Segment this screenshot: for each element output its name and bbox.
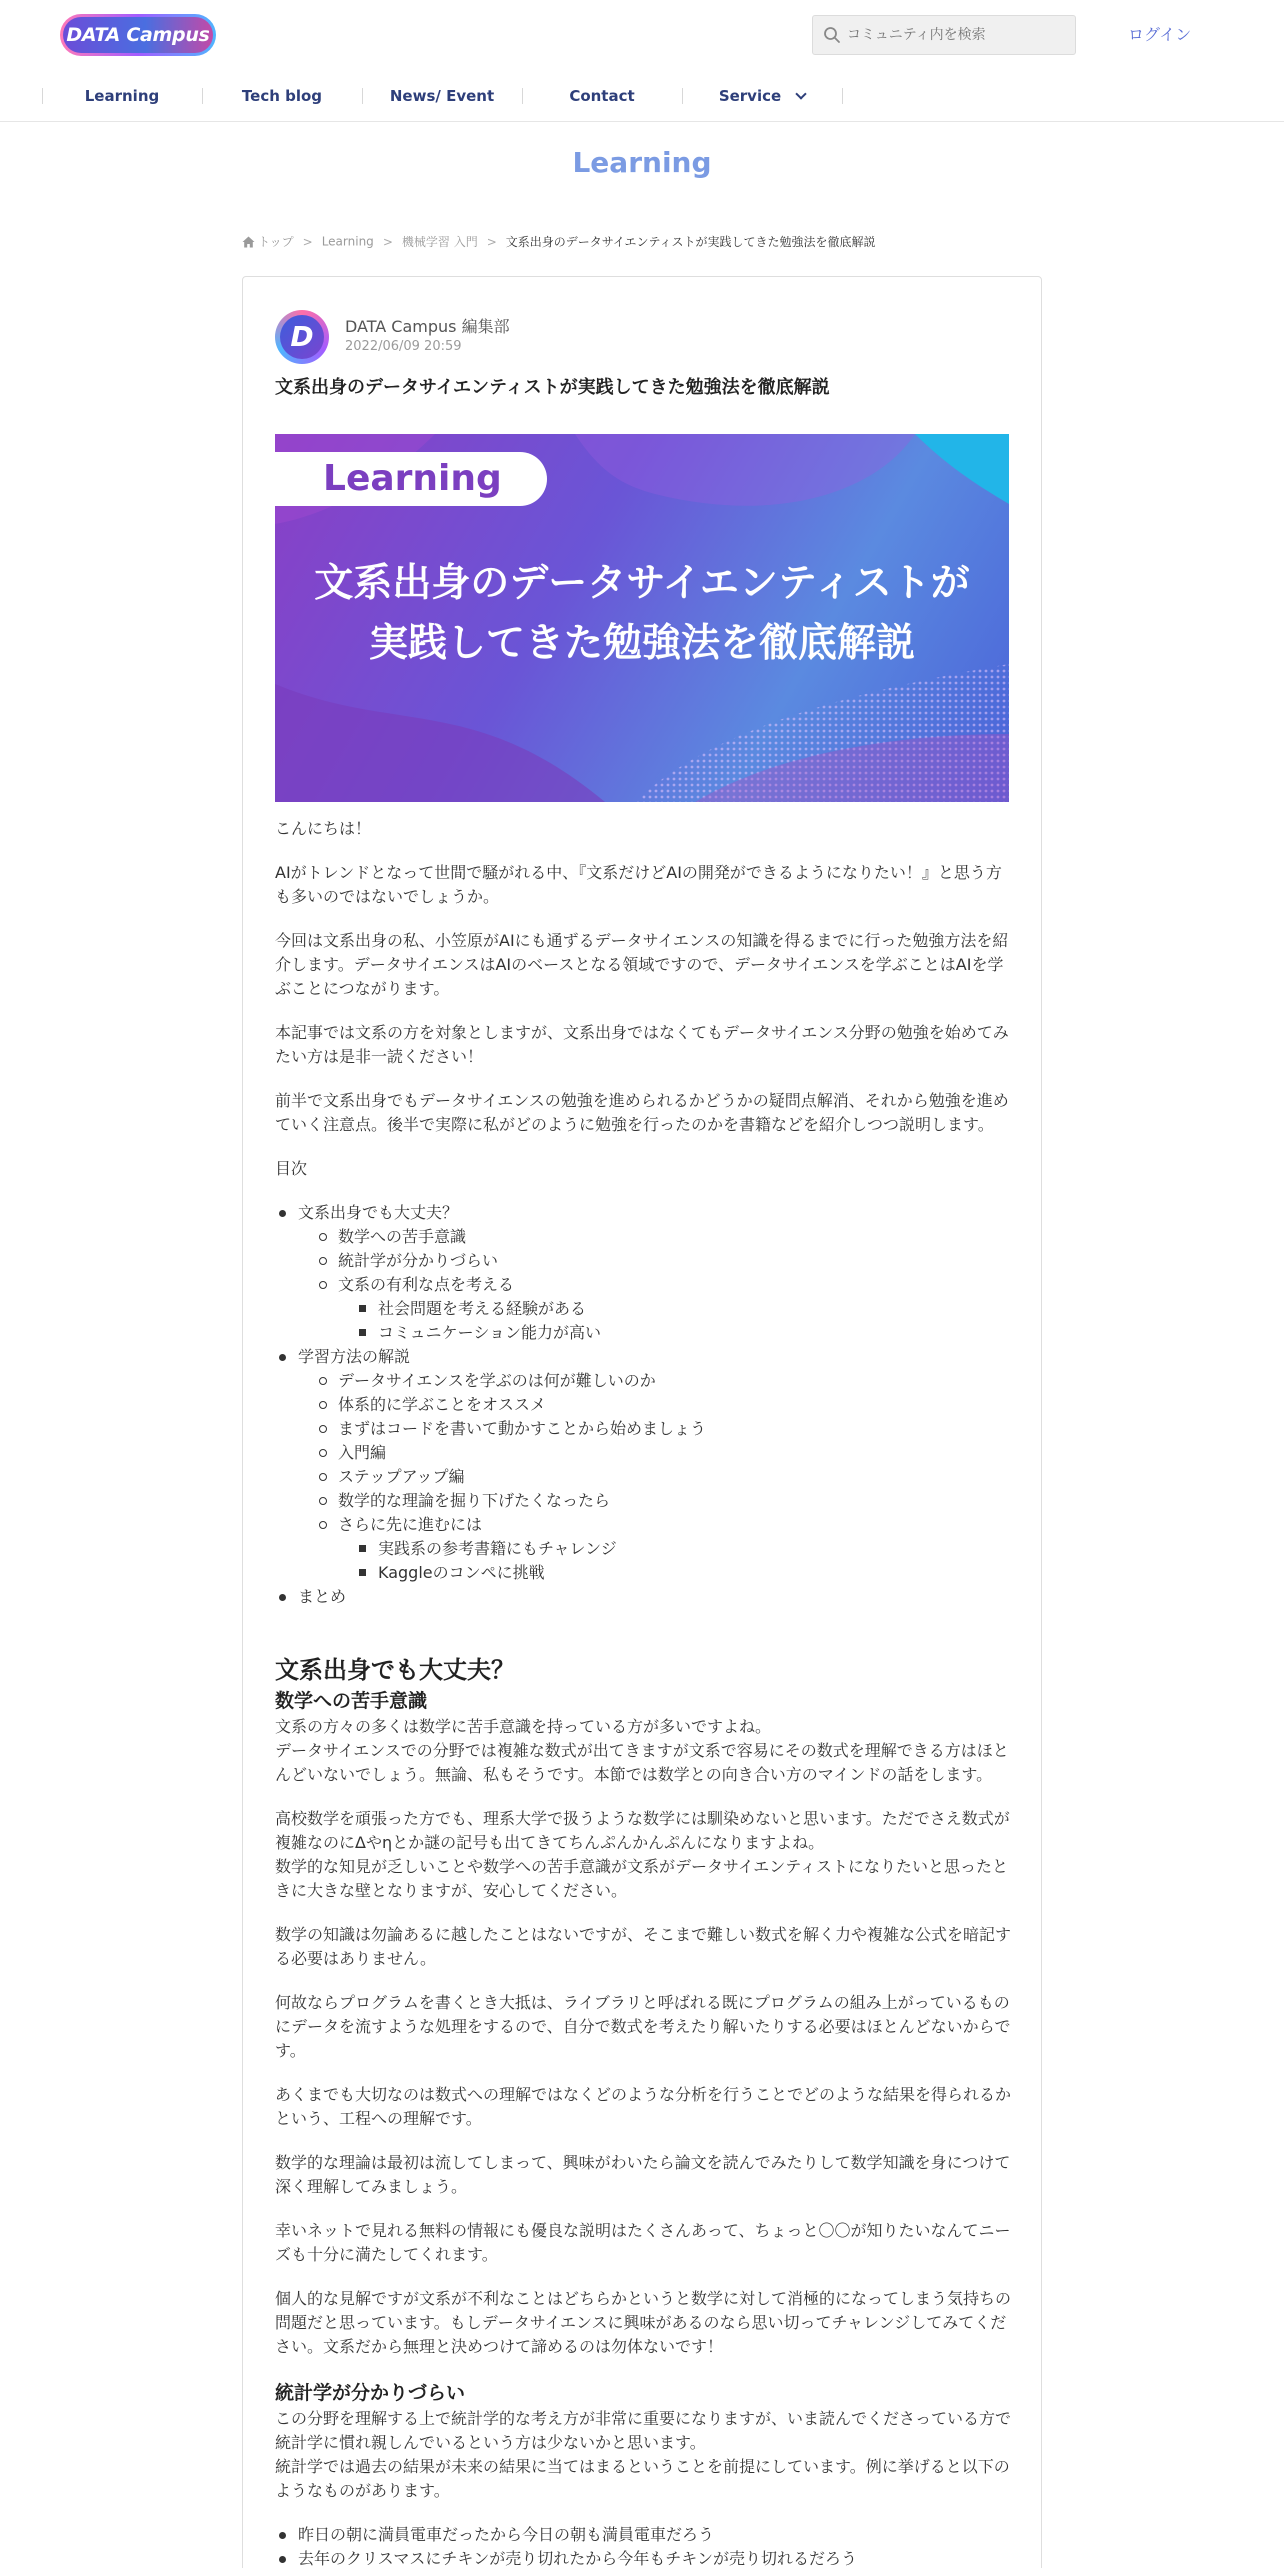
toc-item-label: Kaggleのコンペに挑戦 bbox=[378, 1563, 545, 1582]
breadcrumb-learning[interactable]: Learning bbox=[321, 234, 374, 249]
nav-item-service[interactable] bbox=[682, 74, 842, 118]
post-date: 2022/06/09 20:59 bbox=[345, 339, 462, 354]
breadcrumb-category[interactable]: 機械学習 入門 bbox=[401, 235, 478, 249]
hero-image bbox=[275, 434, 1009, 802]
paragraph: こんにちは！ bbox=[275, 819, 372, 838]
list-item: 去年のクリスマスにチキンが売り切れたから今年もチキンが売り切れるだろう bbox=[275, 2547, 1011, 2568]
toc-item-label: 文系出身でも大丈夫？ bbox=[298, 1203, 459, 1222]
site-logo[interactable] bbox=[60, 14, 216, 56]
search-input[interactable] bbox=[847, 16, 1071, 54]
toc-item-label: 文系の有利な点を考える bbox=[338, 1275, 515, 1294]
paragraph: 前半で文系出身でもデータサイエンスの勉強を進められるかどうかの疑問点解消、それから勉強を進めていく注意点。後半で実際に私がどのように勉強を行ったのかを書籍などを紹介しつつ説明します。 bbox=[275, 1091, 1009, 1134]
article-card bbox=[242, 276, 1042, 2568]
toc-item-label: 社会問題を考える経験がある bbox=[378, 1299, 587, 1318]
toc-item[interactable] bbox=[275, 1585, 1011, 1609]
toc-item[interactable] bbox=[275, 1201, 1011, 1345]
breadcrumb-separator-icon: > bbox=[486, 234, 497, 249]
toc-item[interactable] bbox=[315, 1489, 1011, 1513]
toc-item[interactable] bbox=[315, 1225, 1011, 1249]
login-link[interactable]: ログイン bbox=[1128, 25, 1192, 44]
toc-item-label: 学習方法の解説 bbox=[298, 1347, 411, 1366]
nav-item-label: Tech blog bbox=[241, 87, 323, 105]
toc-item[interactable] bbox=[315, 1513, 1011, 1585]
toc-item[interactable] bbox=[355, 1537, 1011, 1561]
breadcrumb-separator-icon: > bbox=[382, 234, 393, 249]
nav-item-contact[interactable] bbox=[522, 74, 682, 118]
article-body bbox=[275, 817, 1011, 2568]
author-name[interactable]: DATA Campus 編集部 bbox=[345, 317, 510, 336]
search-box[interactable] bbox=[812, 15, 1076, 55]
toc-item[interactable] bbox=[315, 1369, 1011, 1393]
toc-item[interactable] bbox=[315, 1393, 1011, 1417]
paragraph: 今回は文系出身の私、小笠原がAIにも通ずるデータサイエンスの知識を得るまでに行った勉強方法を紹介します。データサイエンスはAIのベースとなる領域ですので、データサイエンスを学ぶことはAIを学ぶことにつながります。 bbox=[275, 931, 1009, 998]
chevron-down-icon bbox=[796, 88, 807, 99]
paragraph: 高校数学を頑張った方でも、理系大学で扱うような数学には馴染めないと思います。ただでさえ数式が複雑なのにΔやηとか謎の記号も出てきてちんぷんかんぷんになりますよね。 数学的な知見が乏しいことや数学への苦手意識が文系がデータサイエンティストになりたいと思ったときに大きな壁となりますが、安心してください。 bbox=[275, 1809, 1010, 1900]
home-icon bbox=[242, 236, 255, 248]
table-of-contents bbox=[275, 1201, 1011, 1609]
toc-item-label: 体系的に学ぶことをオススメ bbox=[338, 1395, 546, 1414]
paragraph: 本記事では文系の方を対象としますが、文系出身ではなくてもデータサイエンス分野の勉強を始めてみたい方は是非一読ください！ bbox=[275, 1023, 1009, 1066]
breadcrumb bbox=[242, 233, 876, 250]
article-title: 文系出身のデータサイエンティストが実践してきた勉強法を徹底解説 bbox=[275, 377, 830, 398]
toc-item[interactable] bbox=[355, 1561, 1011, 1585]
toc-item-label: まずはコードを書いて動かすことから始めましょう bbox=[338, 1419, 707, 1438]
paragraph: 文系の方々の多くは数学に苦手意識を持っている方が多いですよね。 データサイエンスでの分野では複雑な数式が出てきますが文系で容易にその数式を理解できる方はほとんどいないでしょう。無論、私もそうです。本節では数学との向き合い方のマインドの話をします。 bbox=[275, 1717, 1009, 1784]
hero-title-line: 文系出身のデータサイエンティストが bbox=[314, 561, 970, 606]
toc-item-label: さらに先に進むには bbox=[338, 1515, 483, 1534]
paragraph: あくまでも大切なのは数式への理解ではなくどのような分析を行うことでどのような結果を得られるかという、工程への理解です。 bbox=[275, 2085, 1012, 2128]
toc-item[interactable] bbox=[355, 1321, 1011, 1345]
logo-text: DATA Campus bbox=[63, 17, 213, 53]
toc-item[interactable] bbox=[315, 1273, 1011, 1345]
nav-item-label: Service bbox=[718, 87, 782, 105]
toc-item-label: ステップアップ編 bbox=[338, 1467, 465, 1486]
paragraph: 数学の知識は勿論あるに越したことはないですが、そこまで難しい数式を解く力や複雑な公式を暗記する必要はありません。 bbox=[275, 1925, 1012, 1968]
toc-item[interactable] bbox=[315, 1249, 1011, 1273]
hero-tag: Learning bbox=[275, 452, 547, 506]
toc-item[interactable] bbox=[315, 1441, 1011, 1465]
nav-item-label: News/ Event bbox=[389, 87, 495, 105]
paragraph: 幸いネットで見れる無料の情報にも優良な説明はたくさんあって、ちょっと〇〇が知りたいなんてニーズも十分に満たしてくれます。 bbox=[275, 2221, 1011, 2264]
breadcrumb-current: 文系出身のデータサイエンティストが実践してきた勉強法を徹底解説 bbox=[505, 235, 876, 249]
main-nav bbox=[0, 74, 1284, 122]
hero-title-line: 実践してきた勉強法を徹底解説 bbox=[368, 621, 915, 666]
paragraph: この分野を理解する上で統計学的な考え方が非常に重要になりますが、いま読んでくださっている方で統計学に慣れ親しんでいるという方は少ないかと思います。 統計学では過去の結果が未来の結果に当てはまるということを前提にしています。例に挙げると以下のようなものがあります。 bbox=[275, 2409, 1012, 2500]
toc-item[interactable] bbox=[315, 1465, 1011, 1489]
paragraph: AIがトレンドとなって世間で騒がれる中、『文系だけどAIの開発ができるようになりたい！』と思う方も多いのではないでしょうか。 bbox=[275, 863, 1002, 906]
search-icon bbox=[823, 26, 841, 44]
paragraph: 数学的な理論は最初は流してしまって、興味がわいたら論文を読んでみたりして数学知識を身につけて深く理解してみましょう。 bbox=[275, 2153, 1011, 2196]
toc-item-label: データサイエンスを学ぶのは何が難しいのか bbox=[338, 1371, 656, 1390]
nav-item-learning[interactable] bbox=[42, 74, 202, 118]
section-heading: 文系出身でも大丈夫？ bbox=[275, 1656, 515, 1684]
subsection-heading: 数学への苦手意識 bbox=[275, 1690, 428, 1712]
page-title: Learning bbox=[572, 146, 712, 179]
toc-item[interactable] bbox=[275, 1345, 1011, 1585]
example-list bbox=[275, 2523, 1011, 2568]
toc-item[interactable] bbox=[355, 1297, 1011, 1321]
breadcrumb-separator-icon: > bbox=[302, 234, 313, 249]
avatar-initial: D bbox=[280, 315, 324, 359]
list-item: 昨日の朝に満員電車だったから今日の朝も満員電車だろう bbox=[275, 2523, 1011, 2547]
paragraph: 個人的な見解ですが文系が不利なことはどちらかというと数学に対して消極的になってしまう気持ちの問題だと思っています。もしデータサイエンスに興味があるのなら思い切ってチャレンジしてみてください。文系だから無理と決めつけて諦めるのは勿体ないです！ bbox=[275, 2289, 1012, 2356]
toc-item-label: 入門編 bbox=[338, 1443, 387, 1462]
site-header bbox=[0, 0, 1284, 70]
toc-item-label: 数学的な理論を掘り下げたくなったら bbox=[338, 1491, 611, 1510]
avatar[interactable] bbox=[275, 310, 329, 364]
toc-item-label: まとめ bbox=[298, 1587, 347, 1606]
nav-item-label: Contact bbox=[569, 87, 635, 105]
toc-heading: 目次 bbox=[275, 1159, 308, 1178]
toc-item-label: 統計学が分かりづらい bbox=[338, 1251, 499, 1270]
toc-item-label: 数学への苦手意識 bbox=[338, 1227, 467, 1246]
toc-item-label: 実践系の参考書籍にもチャレンジ bbox=[378, 1539, 617, 1558]
nav-item-label: Learning bbox=[84, 87, 160, 105]
nav-divider bbox=[842, 88, 843, 104]
toc-item[interactable] bbox=[315, 1417, 1011, 1441]
nav-item-tech-blog[interactable] bbox=[202, 74, 362, 118]
paragraph: 何故ならプログラムを書くとき大抵は、ライブラリと呼ばれる既にプログラムの組み上がっているものにデータを流すような処理をするので、自分で数式を考えたり解いたりする必要はほとんどないからです。 bbox=[275, 1993, 1011, 2060]
toc-item-label: コミュニケーション能力が高い bbox=[378, 1323, 602, 1342]
hero-title bbox=[275, 554, 1009, 674]
nav-item-news-event[interactable] bbox=[362, 74, 522, 118]
breadcrumb-home[interactable]: トップ bbox=[258, 235, 294, 249]
author-block bbox=[275, 310, 875, 364]
subsection-heading: 統計学が分かりづらい bbox=[275, 2382, 466, 2404]
